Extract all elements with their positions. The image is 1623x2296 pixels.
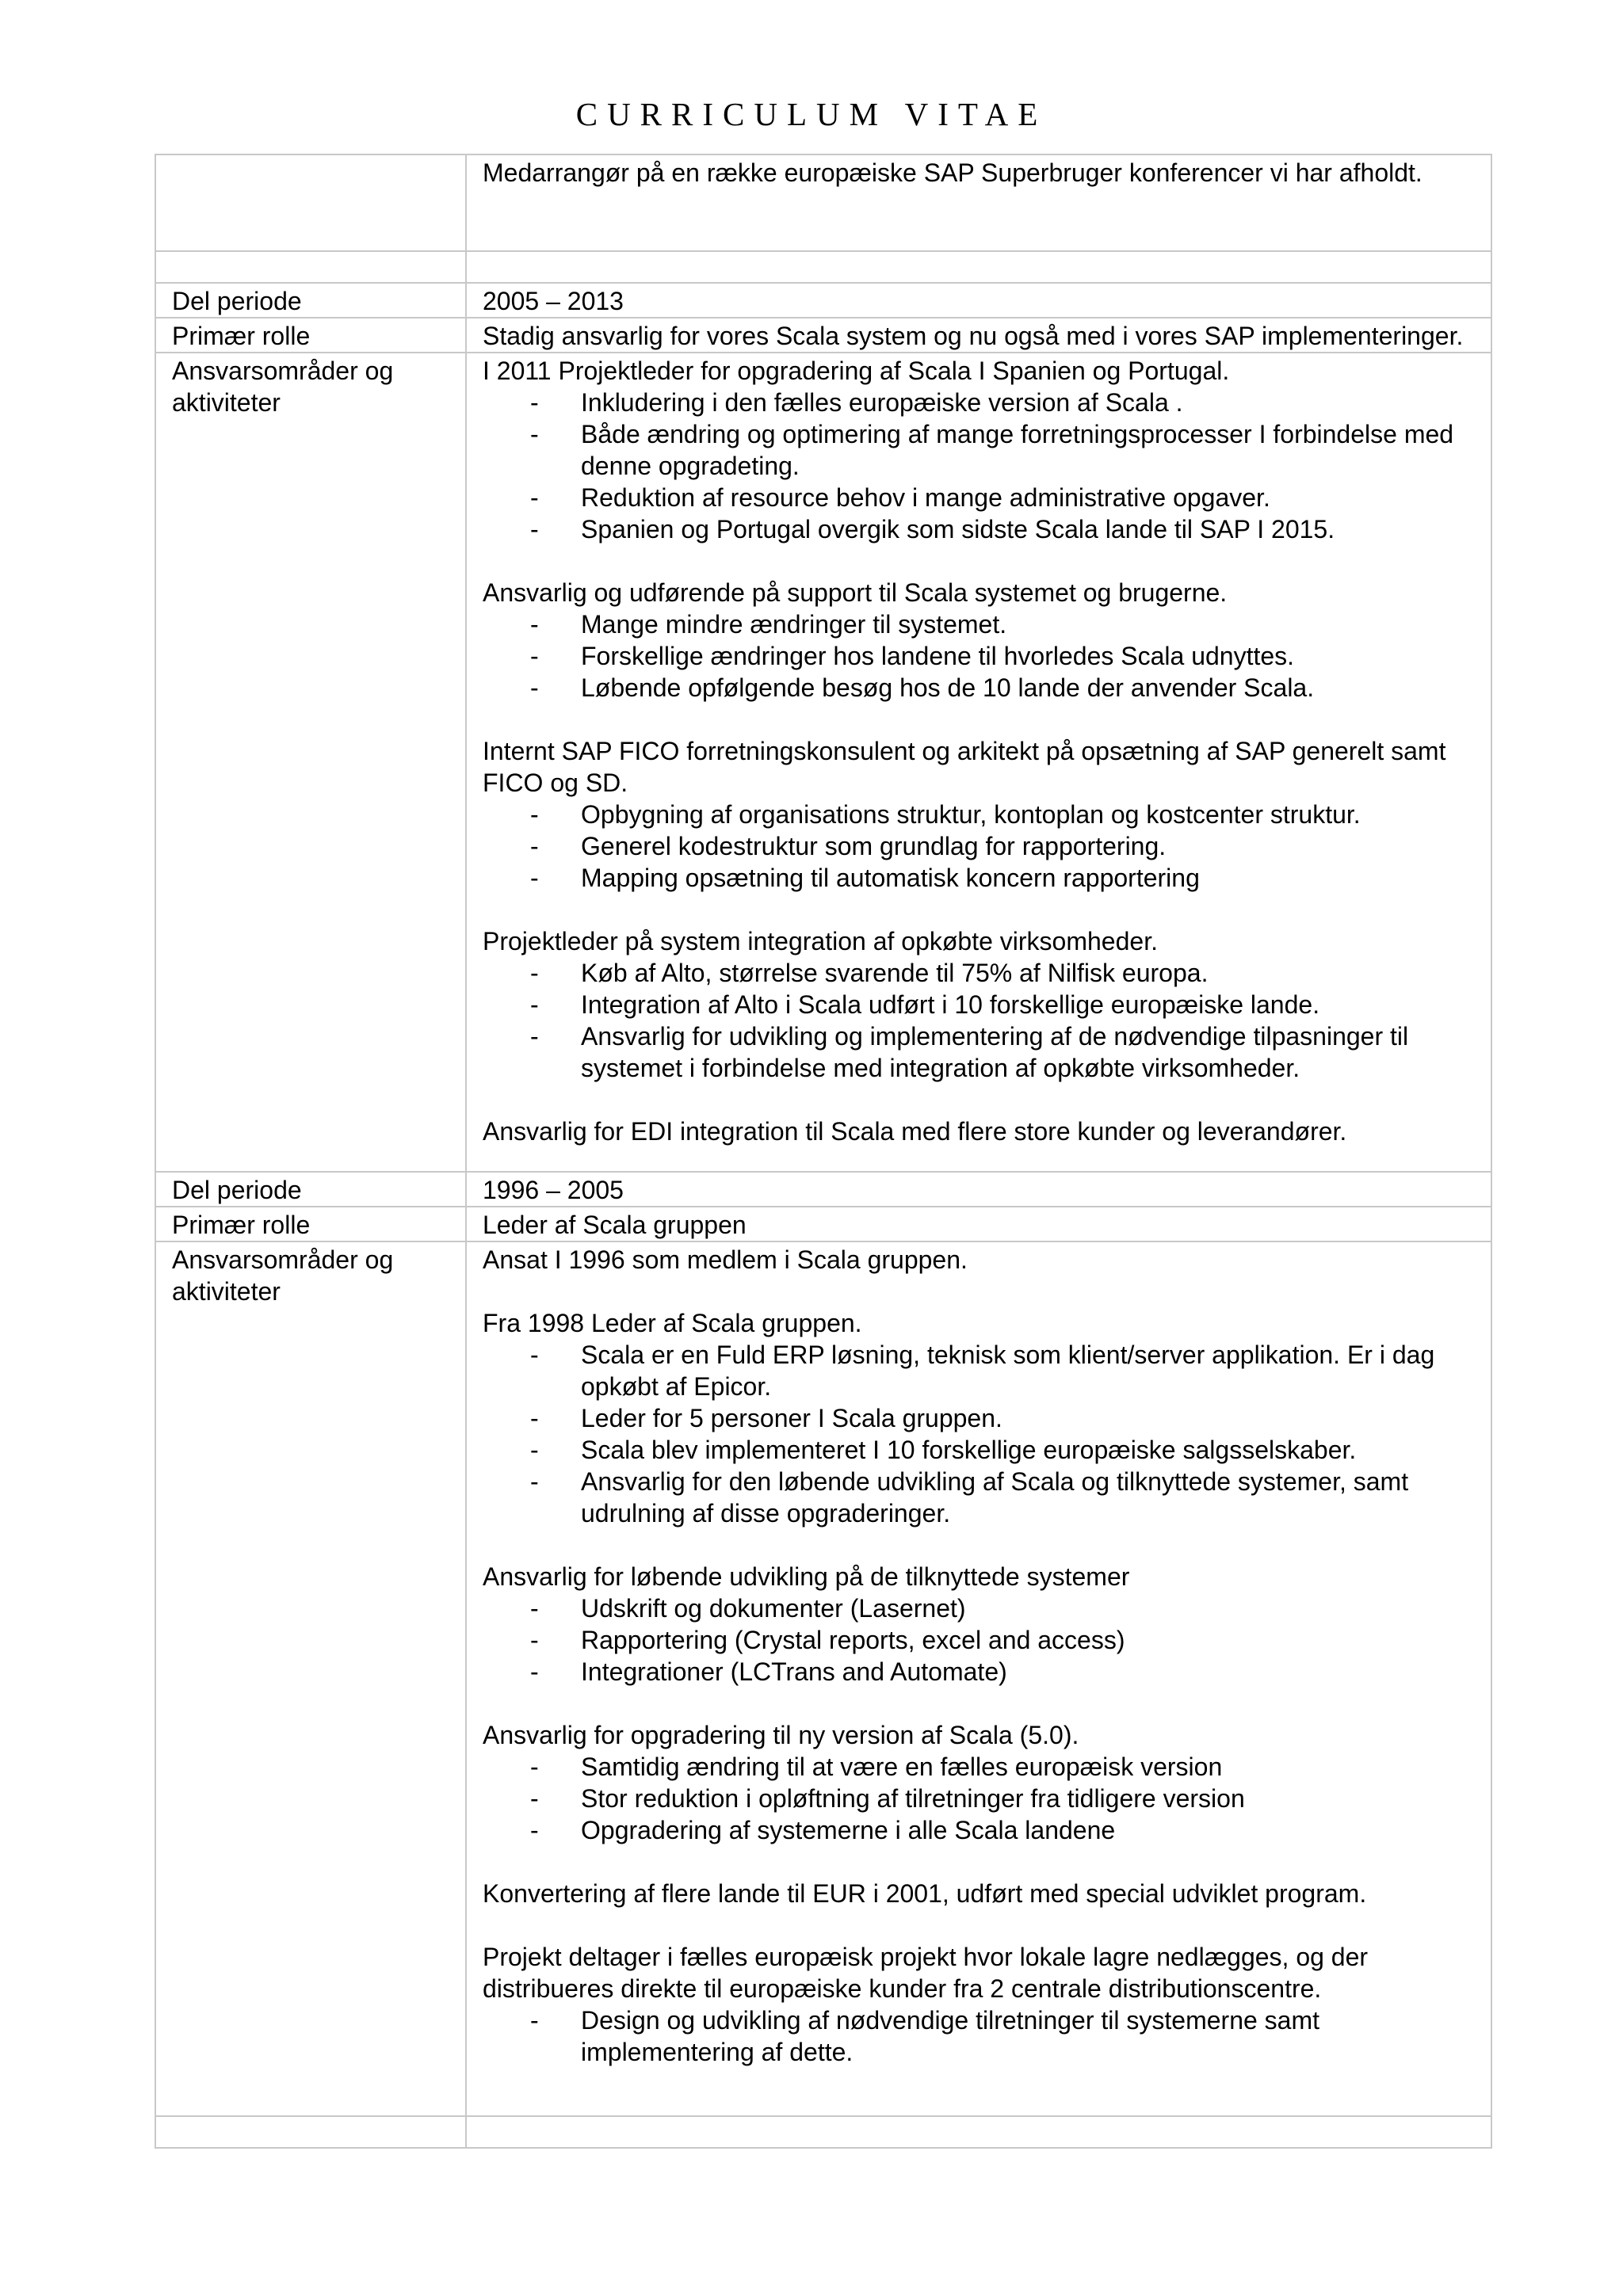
bullet-list — [483, 2004, 1475, 2068]
list-item: - Design og udvikling af nødvendige tilretninger til systemerne samt implementering af dette. — [483, 2004, 1475, 2068]
block-text: Ansvarlig og udførende på support til Scala systemet og brugerne. — [483, 578, 1228, 607]
list-item: - Inkludering i den fælles europæiske version af Scala . — [483, 387, 1475, 418]
block-text: Fra 1998 Leder af Scala gruppen. — [483, 1309, 862, 1337]
period-row — [155, 1172, 1491, 1207]
list-item: - Stor reduktion i opløftning af tilretninger fra tidligere version — [483, 1783, 1475, 1814]
list-item: - Opbygning af organisations struktur, kontoplan og kostcenter struktur. — [483, 799, 1475, 830]
list-item: - Ansvarlig for den løbende udvikling af Scala og tilknyttede systemer, samt udrulning af disse opgraderinger. — [483, 1466, 1475, 1529]
intro-label-cell — [155, 154, 466, 251]
list-item: - Integration af Alto i Scala udført i 10 forskellige europæiske lande. — [483, 989, 1475, 1020]
responsibilities-content — [466, 353, 1491, 1172]
bullet-list — [483, 1751, 1475, 1846]
responsibilities-label: Ansvarsområder og aktiviteter — [155, 353, 466, 1172]
block-text: Internt SAP FICO forretningskonsulent og arkitekt på opsætning af SAP generelt samt FICO og SD. — [483, 737, 1446, 797]
responsibilities-label: Ansvarsområder og aktiviteter — [155, 1241, 466, 2116]
spacer-row — [155, 251, 1491, 283]
list-item: - Forskellige ændringer hos landene til hvorledes Scala udnyttes. — [483, 640, 1475, 672]
list-item: - Scala er en Fuld ERP løsning, teknisk som klient/server applikation. Er i dag opkøbt af Epicor. — [483, 1339, 1475, 1402]
bullet-list — [483, 387, 1475, 545]
role-label: Primær rolle — [155, 318, 466, 353]
list-item: - Generel kodestruktur som grundlag for rapportering. — [483, 830, 1475, 862]
period-label: Del periode — [155, 1172, 466, 1207]
period-value: 1996 – 2005 — [466, 1172, 1491, 1207]
block-text: Projektleder på system integration af opkøbte virksomheder. — [483, 927, 1158, 955]
period-value: 2005 – 2013 — [466, 283, 1491, 318]
list-item: - Rapportering (Crystal reports, excel and access) — [483, 1624, 1475, 1656]
role-value: Stadig ansvarlig for vores Scala system og nu også med i vores SAP implementeringer. — [466, 318, 1491, 353]
block-text: I 2011 Projektleder for opgradering af Scala I Spanien og Portugal. — [483, 357, 1230, 385]
block-text: Ansvarlig for opgradering til ny version af Scala (5.0). — [483, 1721, 1079, 1749]
document-title: CURRICULUM VITAE — [575, 96, 1048, 132]
list-item: - Mange mindre ændringer til systemet. — [483, 608, 1475, 640]
role-row — [155, 1207, 1491, 1241]
intro-cell — [466, 154, 1491, 251]
list-item: - Udskrift og dokumenter (Lasernet) — [483, 1592, 1475, 1624]
period-row — [155, 283, 1491, 318]
list-item: - Mapping opsætning til automatisk koncern rapportering — [483, 862, 1475, 894]
block-text: Ansat I 1996 som medlem i Scala gruppen. — [483, 1245, 968, 1274]
bullet-list — [483, 799, 1475, 894]
period-label: Del periode — [155, 283, 466, 318]
spacer-row — [155, 2116, 1491, 2148]
block-text: Konvertering af flere lande til EUR i 2001, udført med special udviklet program. — [483, 1879, 1367, 1908]
list-item: - Løbende opfølgende besøg hos de 10 lande der anvender Scala. — [483, 672, 1475, 704]
role-row — [155, 318, 1491, 353]
block-text: Ansvarlig for EDI integration til Scala med flere store kunder og leverandører. — [483, 1117, 1347, 1146]
list-item: - Både ændring og optimering af mange forretningsprocesser I forbindelse med denne opgradeting. — [483, 418, 1475, 482]
list-item: - Spanien og Portugal overgik som sidste Scala lande til SAP I 2015. — [483, 513, 1475, 545]
list-item: - Køb af Alto, størrelse svarende til 75% af Nilfisk europa. — [483, 957, 1475, 989]
list-item: - Integrationer (LCTrans and Automate) — [483, 1656, 1475, 1688]
bullet-list — [483, 1592, 1475, 1688]
list-item: - Reduktion af resource behov i mange administrative opgaver. — [483, 482, 1475, 513]
list-item: - Ansvarlig for udvikling og implementering af de nødvendige tilpasninger til systemet i forbindelse med integration af opkøbte virksomheder. — [483, 1020, 1475, 1084]
list-item: - Leder for 5 personer I Scala gruppen. — [483, 1402, 1475, 1434]
bullet-list — [483, 608, 1475, 704]
role-value: Leder af Scala gruppen — [466, 1207, 1491, 1241]
intro-row — [155, 154, 1491, 251]
responsibilities-row — [155, 1241, 1491, 2116]
block-text: Projekt deltager i fælles europæisk projekt hvor lokale lagre nedlægges, og der distribueres direkte til europæiske kunder fra 2 centrale distributionscentre. — [483, 1943, 1369, 2003]
list-item: - Opgradering af systemerne i alle Scala landene — [483, 1814, 1475, 1846]
list-item: - Samtidig ændring til at være en fælles europæisk version — [483, 1751, 1475, 1783]
responsibilities-row — [155, 353, 1491, 1172]
list-item: - Scala blev implementeret I 10 forskellige europæiske salgsselskaber. — [483, 1434, 1475, 1466]
role-label: Primær rolle — [155, 1207, 466, 1241]
block-text: Ansvarlig for løbende udvikling på de tilknyttede systemer — [483, 1562, 1130, 1591]
bullet-list — [483, 957, 1475, 1084]
intro-text: Medarrangør på en række europæiske SAP Superbruger konferencer vi har afholdt. — [483, 158, 1423, 187]
cv-table — [155, 154, 1492, 2149]
bullet-list — [483, 1339, 1475, 1529]
responsibilities-content — [466, 1241, 1491, 2116]
